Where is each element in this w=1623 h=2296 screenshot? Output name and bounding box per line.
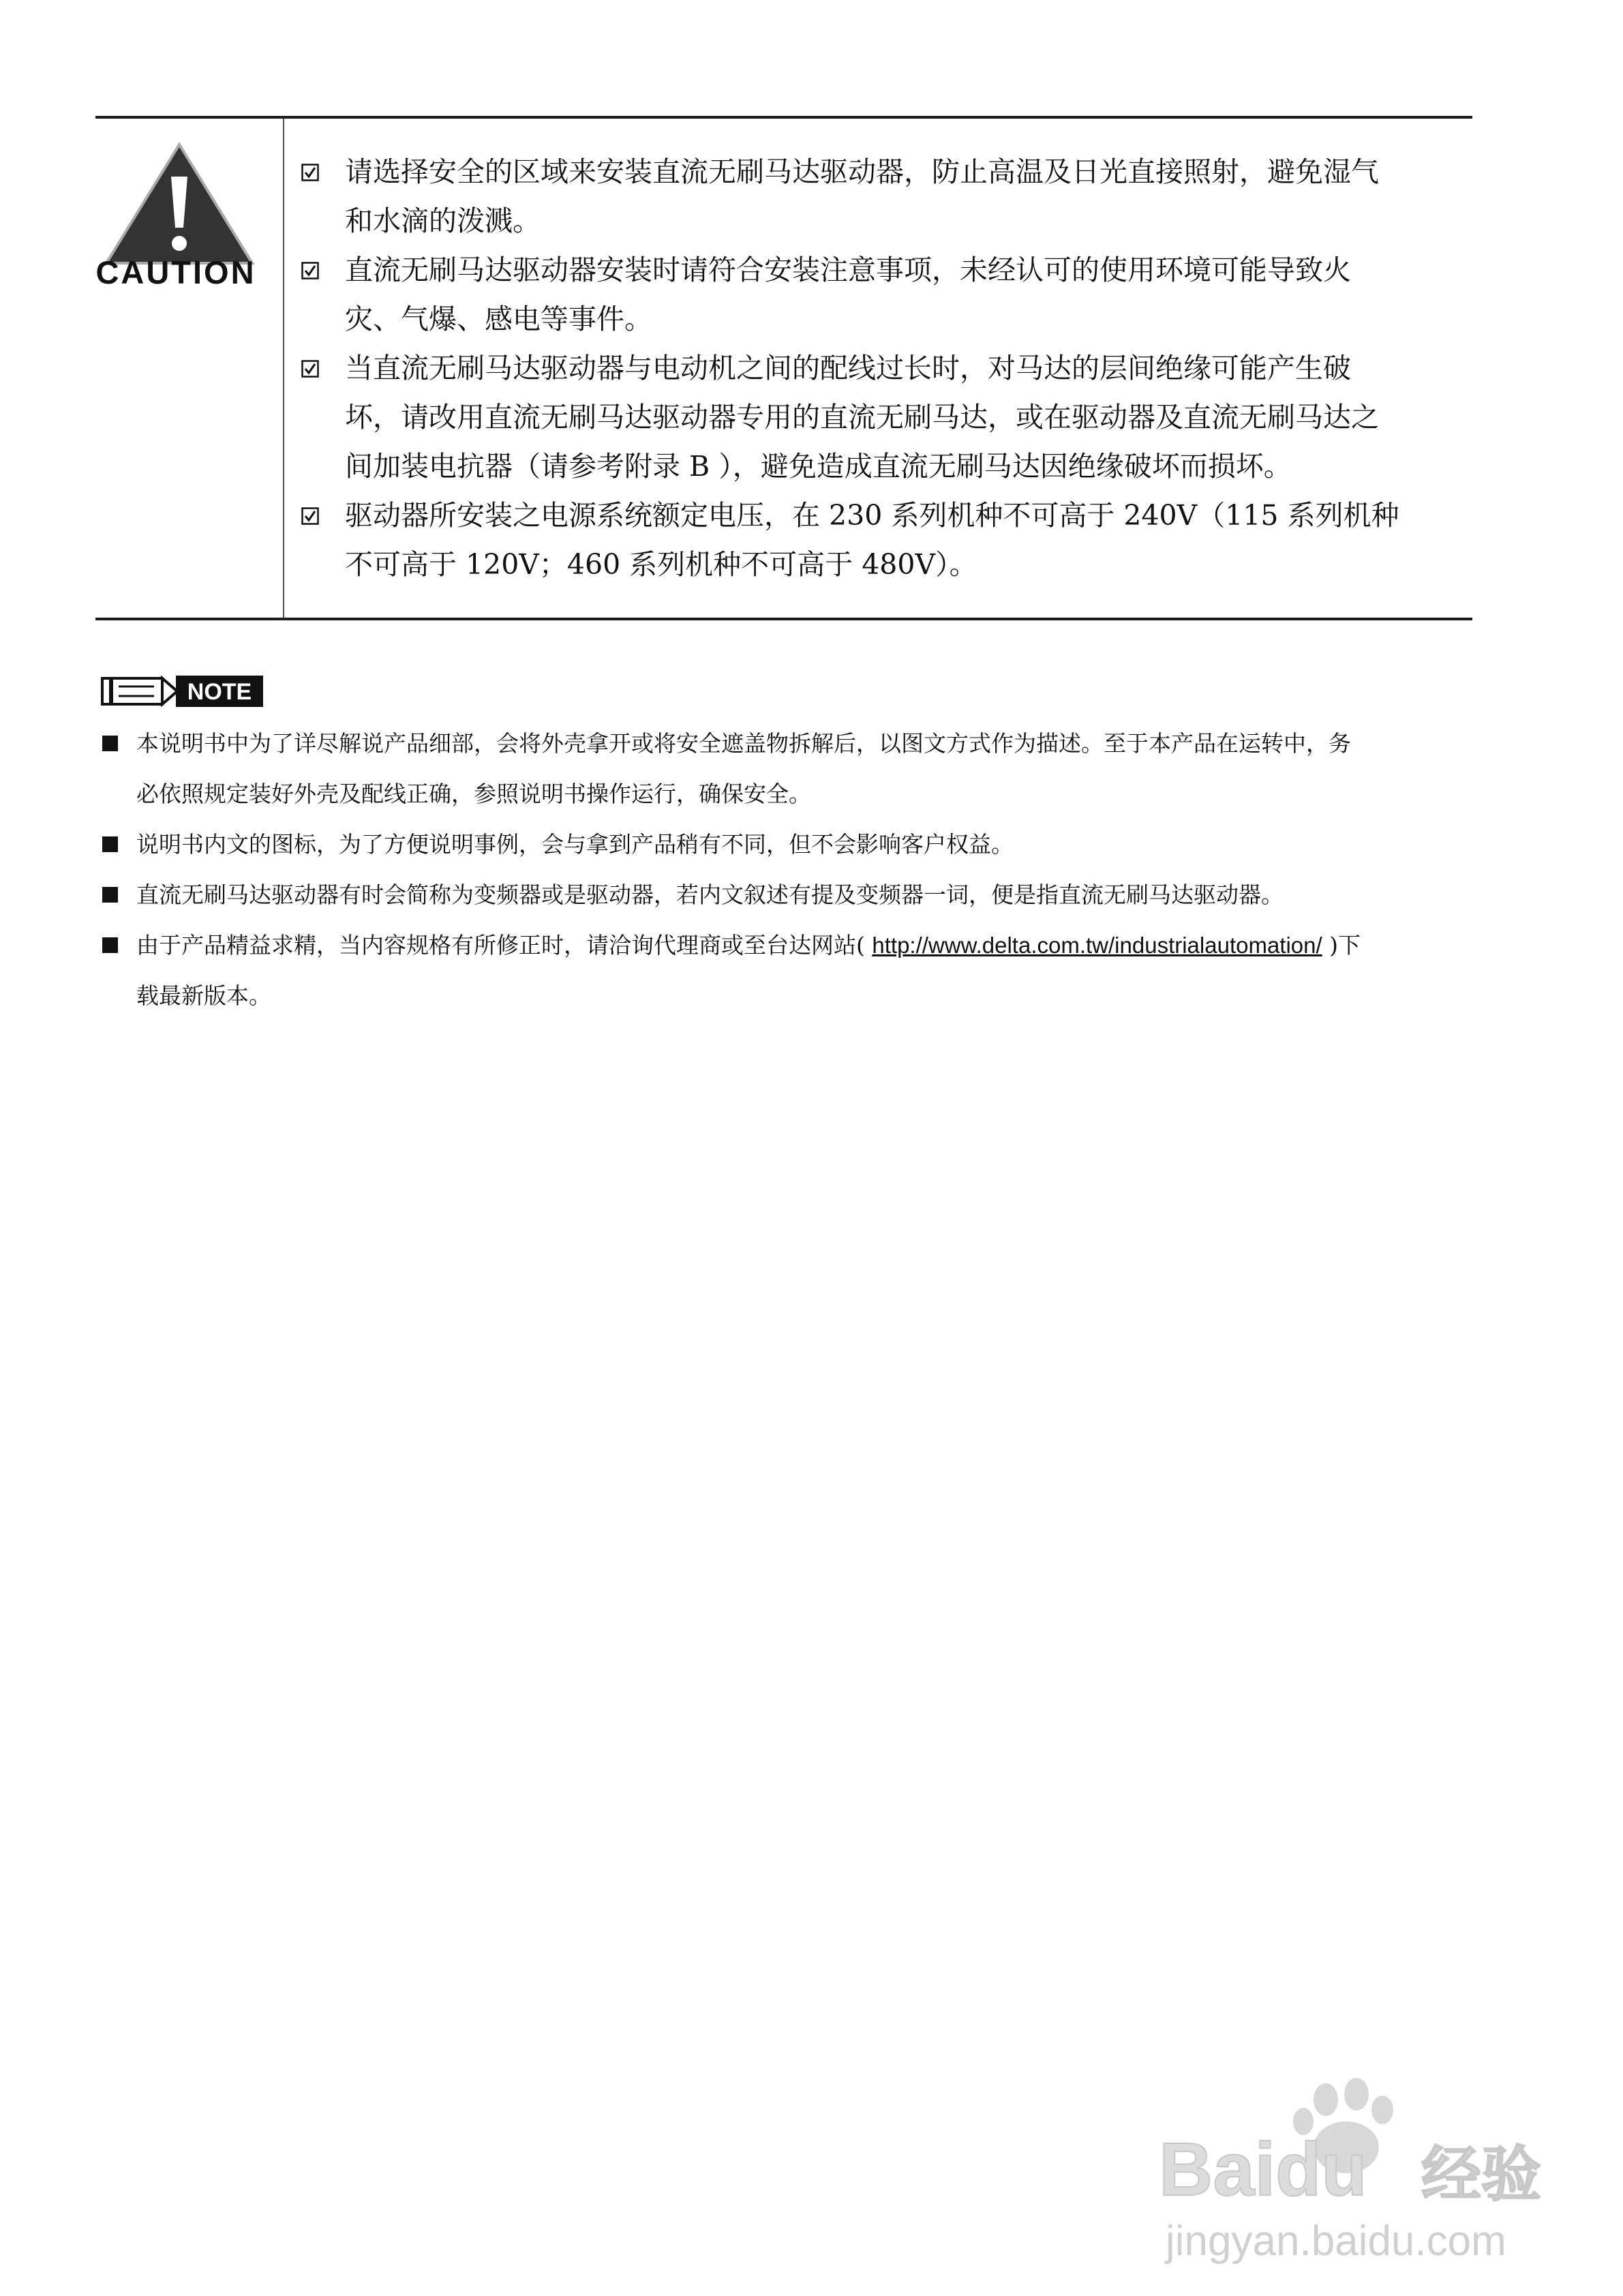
pencil-icon	[102, 678, 177, 704]
note-item	[102, 920, 1493, 1021]
caution-text-line: 间加装电抗器（请参考附录 B ），避免造成直流无刷马达因绝缘破坏而损坏。	[345, 450, 1292, 483]
caution-text-line: 当直流无刷马达驱动器与电动机之间的配线过长时，对马达的层间绝缘可能产生破	[345, 352, 1351, 384]
caution-text-line: 驱动器所安装之电源系统额定电压，在 230 系列机种不可高于 240V（115 系列机种	[345, 499, 1399, 532]
note-item	[102, 870, 1493, 920]
checked-box-icon	[301, 164, 319, 181]
checked-box-icon	[301, 360, 319, 378]
caution-text-line: 和水滴的泼溅。	[345, 205, 541, 237]
bullet-square-icon	[102, 887, 118, 903]
note-label: NOTE	[187, 679, 252, 705]
checked-box-icon	[301, 507, 319, 525]
bullet-square-icon	[102, 736, 118, 751]
bullet-square-icon	[102, 836, 118, 852]
caution-section	[95, 116, 1472, 620]
note-text-line	[136, 920, 1493, 971]
caution-text-line: 请选择安全的区域来安装直流无刷马达驱动器，防止高温及日光直接照射，避免湿气	[345, 155, 1379, 188]
caution-label: CAUTION	[95, 254, 256, 290]
checked-box-icon	[301, 262, 319, 280]
note-text-line: 本说明书中为了详尽解说产品细部，会将外壳拿开或将安全遮盖物拆解后，以图文方式作为描述。至于本产品在运转中，务	[136, 730, 1351, 757]
watermark-url: jingyan.baidu.com	[1166, 2218, 1506, 2265]
watermark-brand: Baidu	[1159, 2128, 1367, 2211]
note-text-post: )下	[1322, 932, 1361, 958]
note-text-pre: 由于产品精益求精，当内容规格有所修正时，请洽询代理商或至台达网站(	[136, 932, 873, 958]
caution-divider	[283, 119, 284, 618]
note-text-line: 载最新版本。	[136, 982, 271, 1009]
caution-item	[301, 245, 1460, 344]
watermark-suffix: 经验	[1421, 2139, 1542, 2209]
caution-item	[301, 147, 1460, 245]
note-badge	[101, 671, 264, 714]
note-text-line: 必依照规定装好外壳及配线正确，参照说明书操作运行，确保安全。	[136, 781, 811, 807]
note-item	[102, 819, 1493, 870]
baidu-jingyan-watermark	[1152, 2072, 1575, 2277]
bullet-square-icon	[102, 937, 118, 953]
caution-text-line: 灾、气爆、感电等事件。	[345, 303, 652, 335]
note-text-line: 直流无刷马达驱动器有时会简称为变频器或是驱动器，若内文叙述有提及变频器一词，便是指直流无刷马达驱动器。	[136, 881, 1284, 908]
caution-text-line: 直流无刷马达驱动器安装时请符合安装注意事项，未经认可的使用环境可能导致火	[345, 254, 1351, 286]
note-text-line: 说明书内文的图标，为了方便说明事例，会与拿到产品稍有不同，但不会影响客户权益。	[136, 831, 1014, 858]
note-item	[102, 719, 1493, 819]
caution-text-line: 不可高于 120V；460 系列机种不可高于 480V）。	[345, 548, 977, 581]
caution-item	[301, 491, 1460, 589]
caution-text-line: 坏，请改用直流无刷马达驱动器专用的直流无刷马达，或在驱动器及直流无刷马达之	[345, 401, 1379, 434]
caution-item	[301, 344, 1460, 491]
delta-website-link[interactable]: http://www.delta.com.tw/industrialautomation/	[872, 933, 1322, 958]
